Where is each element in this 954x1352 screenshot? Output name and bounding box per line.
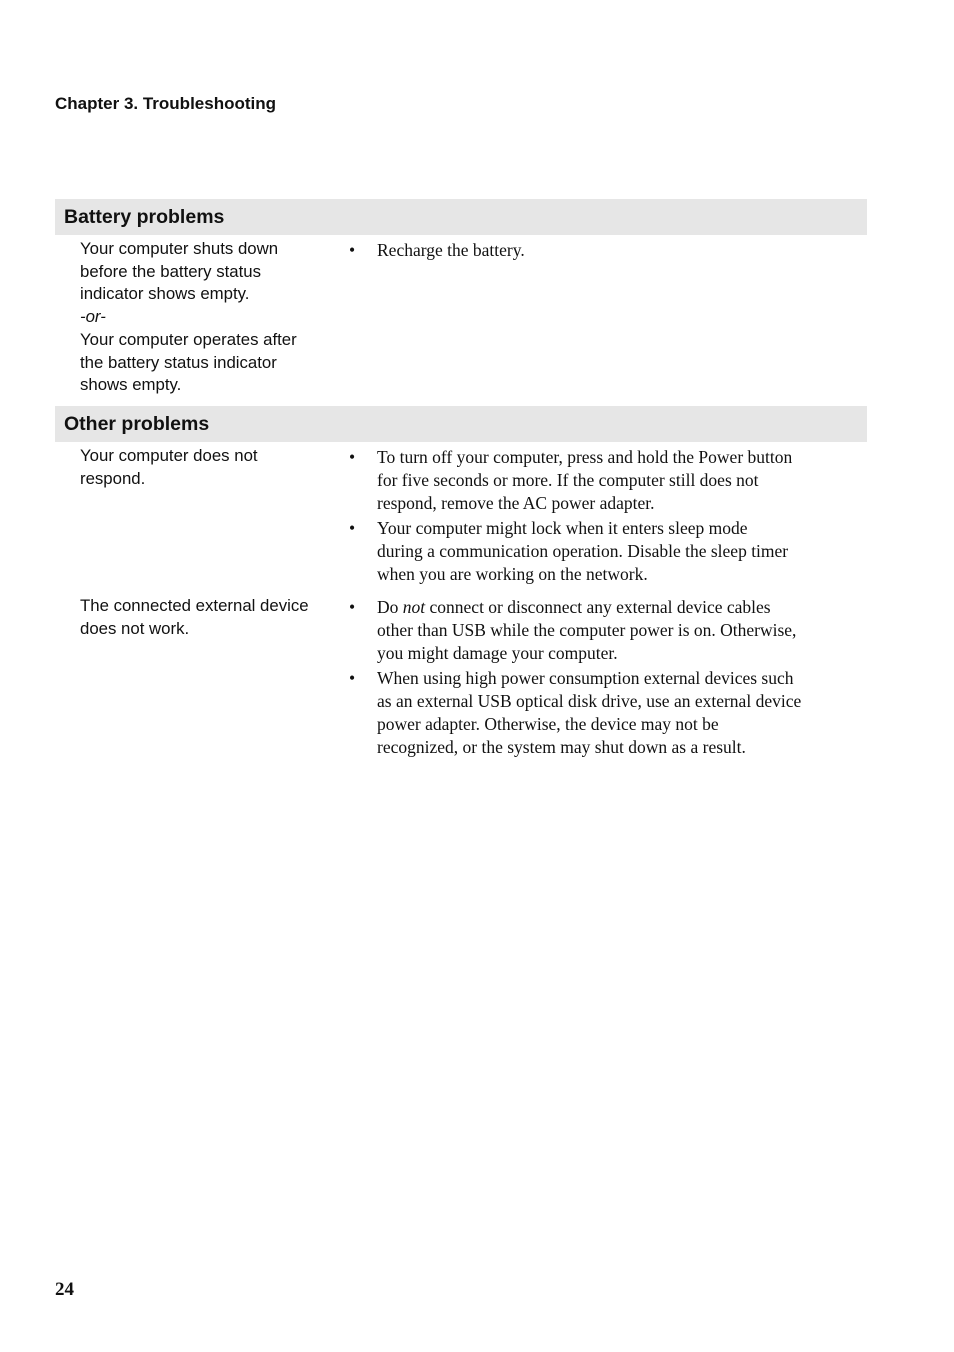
problem-line: Your computer shuts down	[80, 239, 279, 258]
solution-line: Your computer might lock when it enters sleep mode	[377, 518, 748, 538]
bullet-icon: •	[349, 240, 356, 260]
solution-line: for five seconds or more. If the computer still does not	[377, 470, 759, 490]
chapter-title: Chapter 3. Troubleshooting	[55, 94, 277, 113]
solution-line: To turn off your computer, press and hold the Power button	[377, 447, 793, 467]
solution-text: Do	[377, 597, 403, 617]
solution-item	[349, 667, 864, 759]
section-heading-battery: Battery problems	[55, 199, 867, 235]
page-number: 24	[55, 1279, 74, 1300]
solution-line: when you are working on the network.	[377, 564, 648, 584]
solution-line	[377, 596, 864, 619]
emphasis-not: not	[402, 597, 426, 617]
or-separator: -or-	[80, 307, 106, 327]
bullet-icon: •	[349, 518, 356, 538]
problem-line: shows empty.	[80, 375, 182, 395]
solution-item	[349, 446, 864, 515]
bullet-icon: •	[349, 597, 356, 617]
problem-external-device	[80, 595, 342, 640]
solution-line: as an external USB optical disk drive, use an external device	[377, 691, 802, 711]
solution-line: When using high power consumption external devices such	[377, 668, 794, 688]
solution-line: power adapter. Otherwise, the device may not be	[377, 714, 719, 734]
problem-line: indicator shows empty.	[80, 284, 250, 304]
bullet-icon: •	[349, 447, 356, 467]
problem-line: does not work.	[80, 618, 190, 638]
solution-line: respond, remove the AC power adapter.	[377, 493, 655, 513]
problem-line: Your computer operates after	[80, 329, 297, 349]
solution-line: recognized, or the system may shut down as a result.	[377, 737, 746, 757]
problem-not-respond	[80, 445, 342, 490]
solution-item	[349, 517, 864, 586]
solution-text: connect or disconnect any external device cables	[425, 597, 771, 617]
problem-line: The connected external device	[80, 596, 309, 615]
solution-item	[349, 596, 864, 665]
solution-list-not-respond	[349, 446, 864, 588]
problem-line: the battery status indicator	[80, 352, 277, 372]
problem-line: respond.	[80, 468, 146, 488]
problem-line: Your computer does not	[80, 446, 258, 465]
solution-list-external-device	[349, 596, 864, 761]
bullet-icon: •	[349, 668, 356, 688]
problem-line: before the battery status	[80, 261, 261, 281]
section-heading-other: Other problems	[55, 406, 867, 442]
solution-line: during a communication operation. Disable the sleep timer	[377, 541, 789, 561]
solution-line: Recharge the battery.	[377, 240, 525, 260]
problem-battery-shutdown	[80, 238, 342, 397]
solution-line: you might damage your computer.	[377, 643, 618, 663]
solution-line: other than USB while the computer power is on. Otherwise,	[377, 620, 797, 640]
solution-list-battery	[349, 239, 864, 264]
solution-item	[349, 239, 864, 262]
